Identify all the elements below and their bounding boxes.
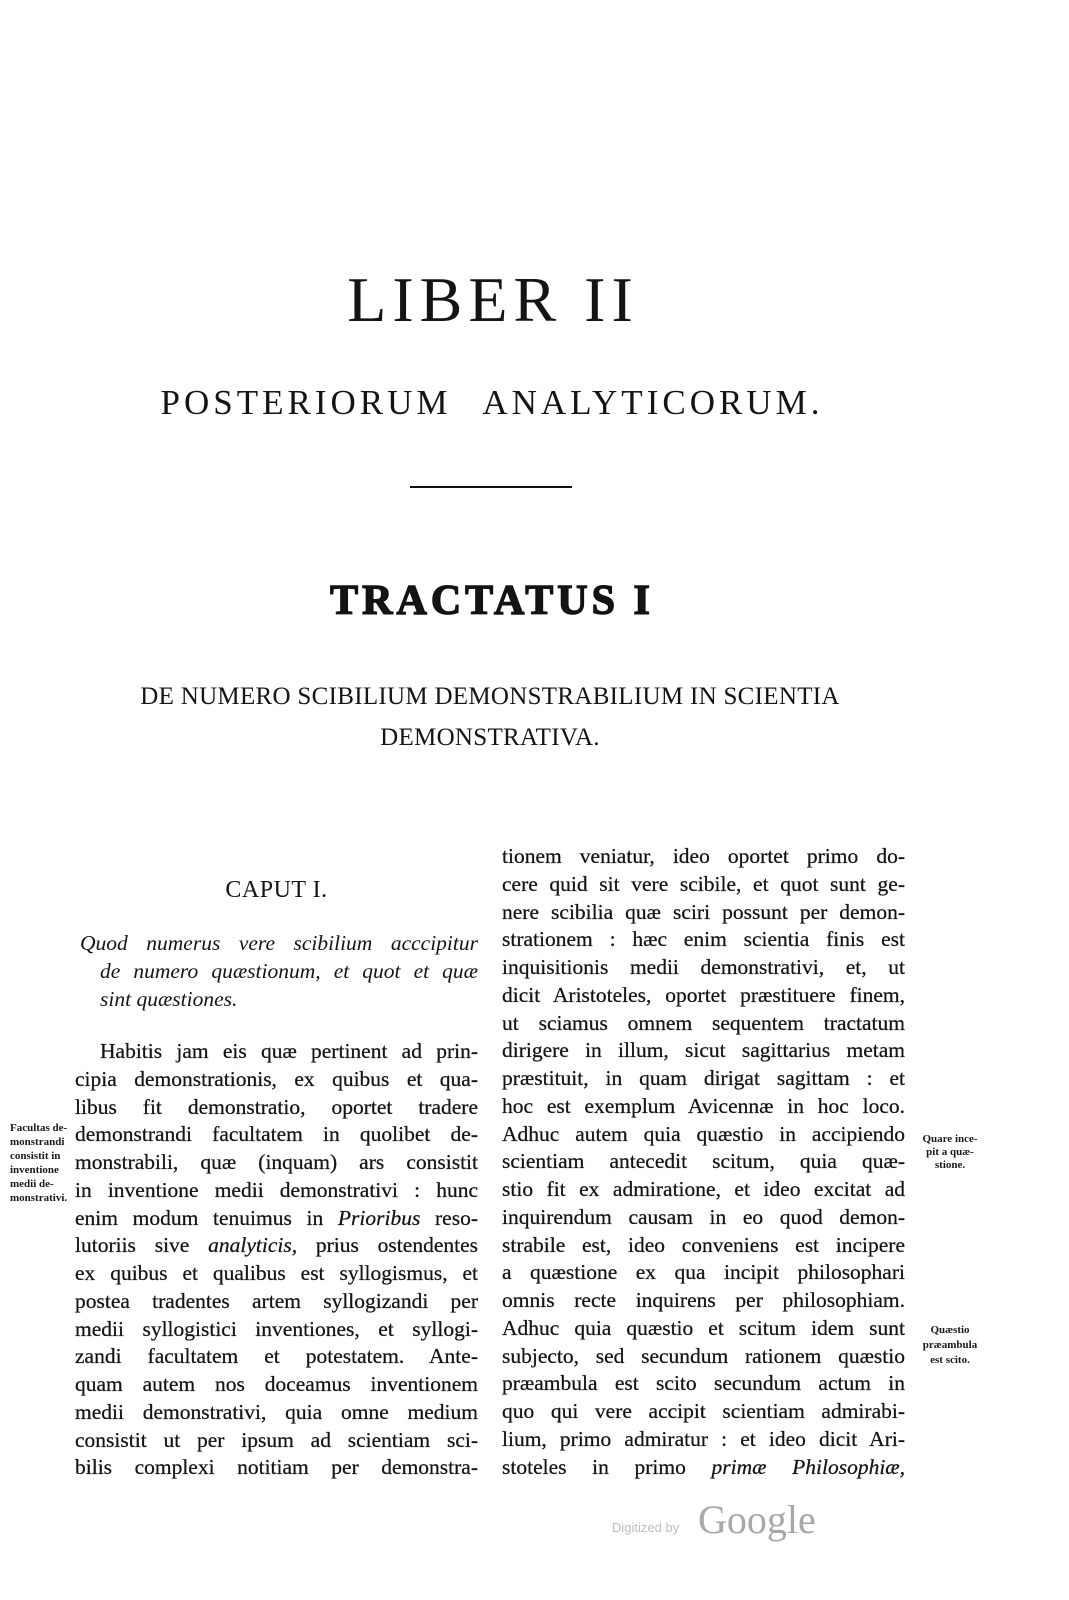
margin-note-line: monstrativi.	[10, 1192, 68, 1204]
text-line: lium, primo admiratur : et ideo dicit Ari-	[502, 1426, 905, 1451]
italic-text: Prioribus	[337, 1205, 421, 1230]
text-line: libus fit demonstratio, oportet tradere	[75, 1094, 478, 1119]
margin-note	[905, 1323, 995, 1368]
text-line: Adhuc autem quia quæstio in accipiendo	[502, 1121, 905, 1146]
google-logo: Google	[698, 1497, 816, 1542]
text-line: medii syllogistici inventiones, et syllogi-	[75, 1316, 478, 1341]
margin-note-line: præambula	[922, 1339, 978, 1351]
left-text-column	[75, 1038, 478, 1482]
text-line: tionem veniatur, ideo oportet primo do-	[502, 844, 905, 868]
text-line: subjecto, sed secundum rationem quæstio	[502, 1343, 905, 1368]
treatise-subtitle-line: DEMONSTRATIVA.	[380, 724, 600, 751]
margin-note-line: inventione	[10, 1164, 59, 1176]
margin-note-line: pit a quæ-	[926, 1146, 974, 1158]
text-line: postea tradentes artem syllogizandi per	[75, 1288, 478, 1313]
text-line: quo qui vere accipit scientiam admirabi-	[502, 1399, 905, 1423]
treatise-subtitle-line: DE NUMERO SCIBILIUM DEMONSTRABILIUM IN SCIENTIA	[140, 683, 840, 710]
margin-note-line: stione.	[934, 1159, 966, 1171]
text-line: in inventione medii demonstrativi : hunc	[75, 1177, 478, 1202]
text-line: nere scibilia quæ sciri possunt per demon-	[502, 899, 905, 924]
text-line: quam autem nos doceamus inventionem	[75, 1372, 478, 1396]
text-line: dicit Aristoteles, oportet præstituere finem,	[502, 982, 905, 1007]
text-line: stio fit ex admiratione, et ideo excitat ad	[502, 1177, 905, 1201]
text-segment: enim modum tenuimus in	[75, 1205, 338, 1230]
text-line: cipia demonstrationis, ex quibus et qua-	[75, 1066, 478, 1091]
text-line: strabile est, ideo conveniens est incipere	[502, 1232, 905, 1257]
text-line: præstituit, in quam dirigat sagittam : et	[502, 1066, 905, 1090]
text-line: bilis complexi notitiam per demonstra-	[75, 1455, 478, 1480]
text-line: dirigere in illum, sicut sagittarius metam	[502, 1038, 905, 1063]
text-segment: lutoriis sive	[75, 1233, 209, 1258]
text-line	[502, 1454, 905, 1482]
text-line: præambula est scito secundum actum in	[502, 1371, 905, 1396]
chapter-summary-line: de numero quæstionum, et quot et quæ	[100, 958, 478, 983]
margin-note-line: Quare ince-	[922, 1133, 978, 1145]
text-line: inquisitionis medii demonstrativi, et, ut	[502, 955, 905, 979]
treatise-title: TRACTATUS I	[330, 578, 654, 624]
text-line: medii demonstrativi, quia omne medium	[75, 1399, 478, 1424]
text-line: monstrabili, quæ (inquam) ars consistit	[75, 1150, 478, 1174]
text-line: zandi facultatem et potestatem. Ante-	[75, 1344, 478, 1369]
margin-note	[10, 1121, 74, 1205]
text-line: omnis recte inquirens per philosophiam.	[502, 1288, 905, 1312]
digitized-by-label: Digitized by	[612, 1520, 680, 1535]
text-line: hoc est exemplum Avicennæ in hoc loco.	[502, 1093, 905, 1118]
chapter-summary-line: sint quæstiones.	[100, 986, 238, 1011]
book-subtitle: POSTERIORUM ANALYTICORUM.	[160, 383, 824, 422]
right-text-column	[502, 843, 905, 1481]
text-line: ex quibus et qualibus est syllogismus, et	[75, 1261, 478, 1285]
italic-text: primæ Philosophiæ,	[711, 1454, 906, 1479]
margin-note-line: monstrandi	[10, 1136, 65, 1148]
text-line: demonstrandi facultatem in quolibet de-	[75, 1122, 478, 1147]
text-line: Adhuc quia quæstio et scitum idem sunt	[502, 1315, 905, 1340]
margin-note-line: est scito.	[930, 1354, 970, 1366]
text-line: cere quid sit vere scibile, et quot sunt ge-	[502, 871, 905, 896]
book-title: LIBER II	[347, 264, 639, 335]
text-line: scientiam antecedit scitum, quia quæ-	[502, 1149, 905, 1174]
margin-note-line: Facultas de-	[10, 1122, 68, 1134]
text-line: inquirendum causam in eo quod demon-	[502, 1204, 905, 1229]
text-line	[75, 1232, 478, 1260]
text-line: Habitis jam eis quæ pertinent ad prin-	[100, 1039, 478, 1063]
text-segment: reso-	[420, 1205, 478, 1230]
chapter-summary	[75, 930, 478, 1013]
margin-note	[905, 1133, 995, 1172]
italic-text: analyticis,	[208, 1233, 298, 1258]
text-segment: prius ostendentes	[297, 1233, 478, 1258]
margin-note-line: Quæstio	[930, 1324, 970, 1336]
margin-note-line: medii de-	[10, 1178, 54, 1190]
text-line: consistit ut per ipsum ad scientiam sci-	[75, 1427, 478, 1452]
text-line: strationem : hæc enim scientia finis est	[502, 927, 905, 952]
text-line: ut sciamus omnem sequentem tractatum	[502, 1010, 905, 1035]
chapter-heading: CAPUT I.	[225, 877, 328, 903]
text-line	[75, 1205, 478, 1233]
text-line: a quæstione ex qua incipit philosophari	[502, 1260, 905, 1285]
margin-note-line: consistit in	[10, 1150, 61, 1162]
chapter-summary-line: Quod numerus vere scibilium acccipitur	[80, 931, 478, 955]
text-segment: stoteles in primo	[502, 1454, 712, 1479]
title-divider	[410, 486, 572, 488]
